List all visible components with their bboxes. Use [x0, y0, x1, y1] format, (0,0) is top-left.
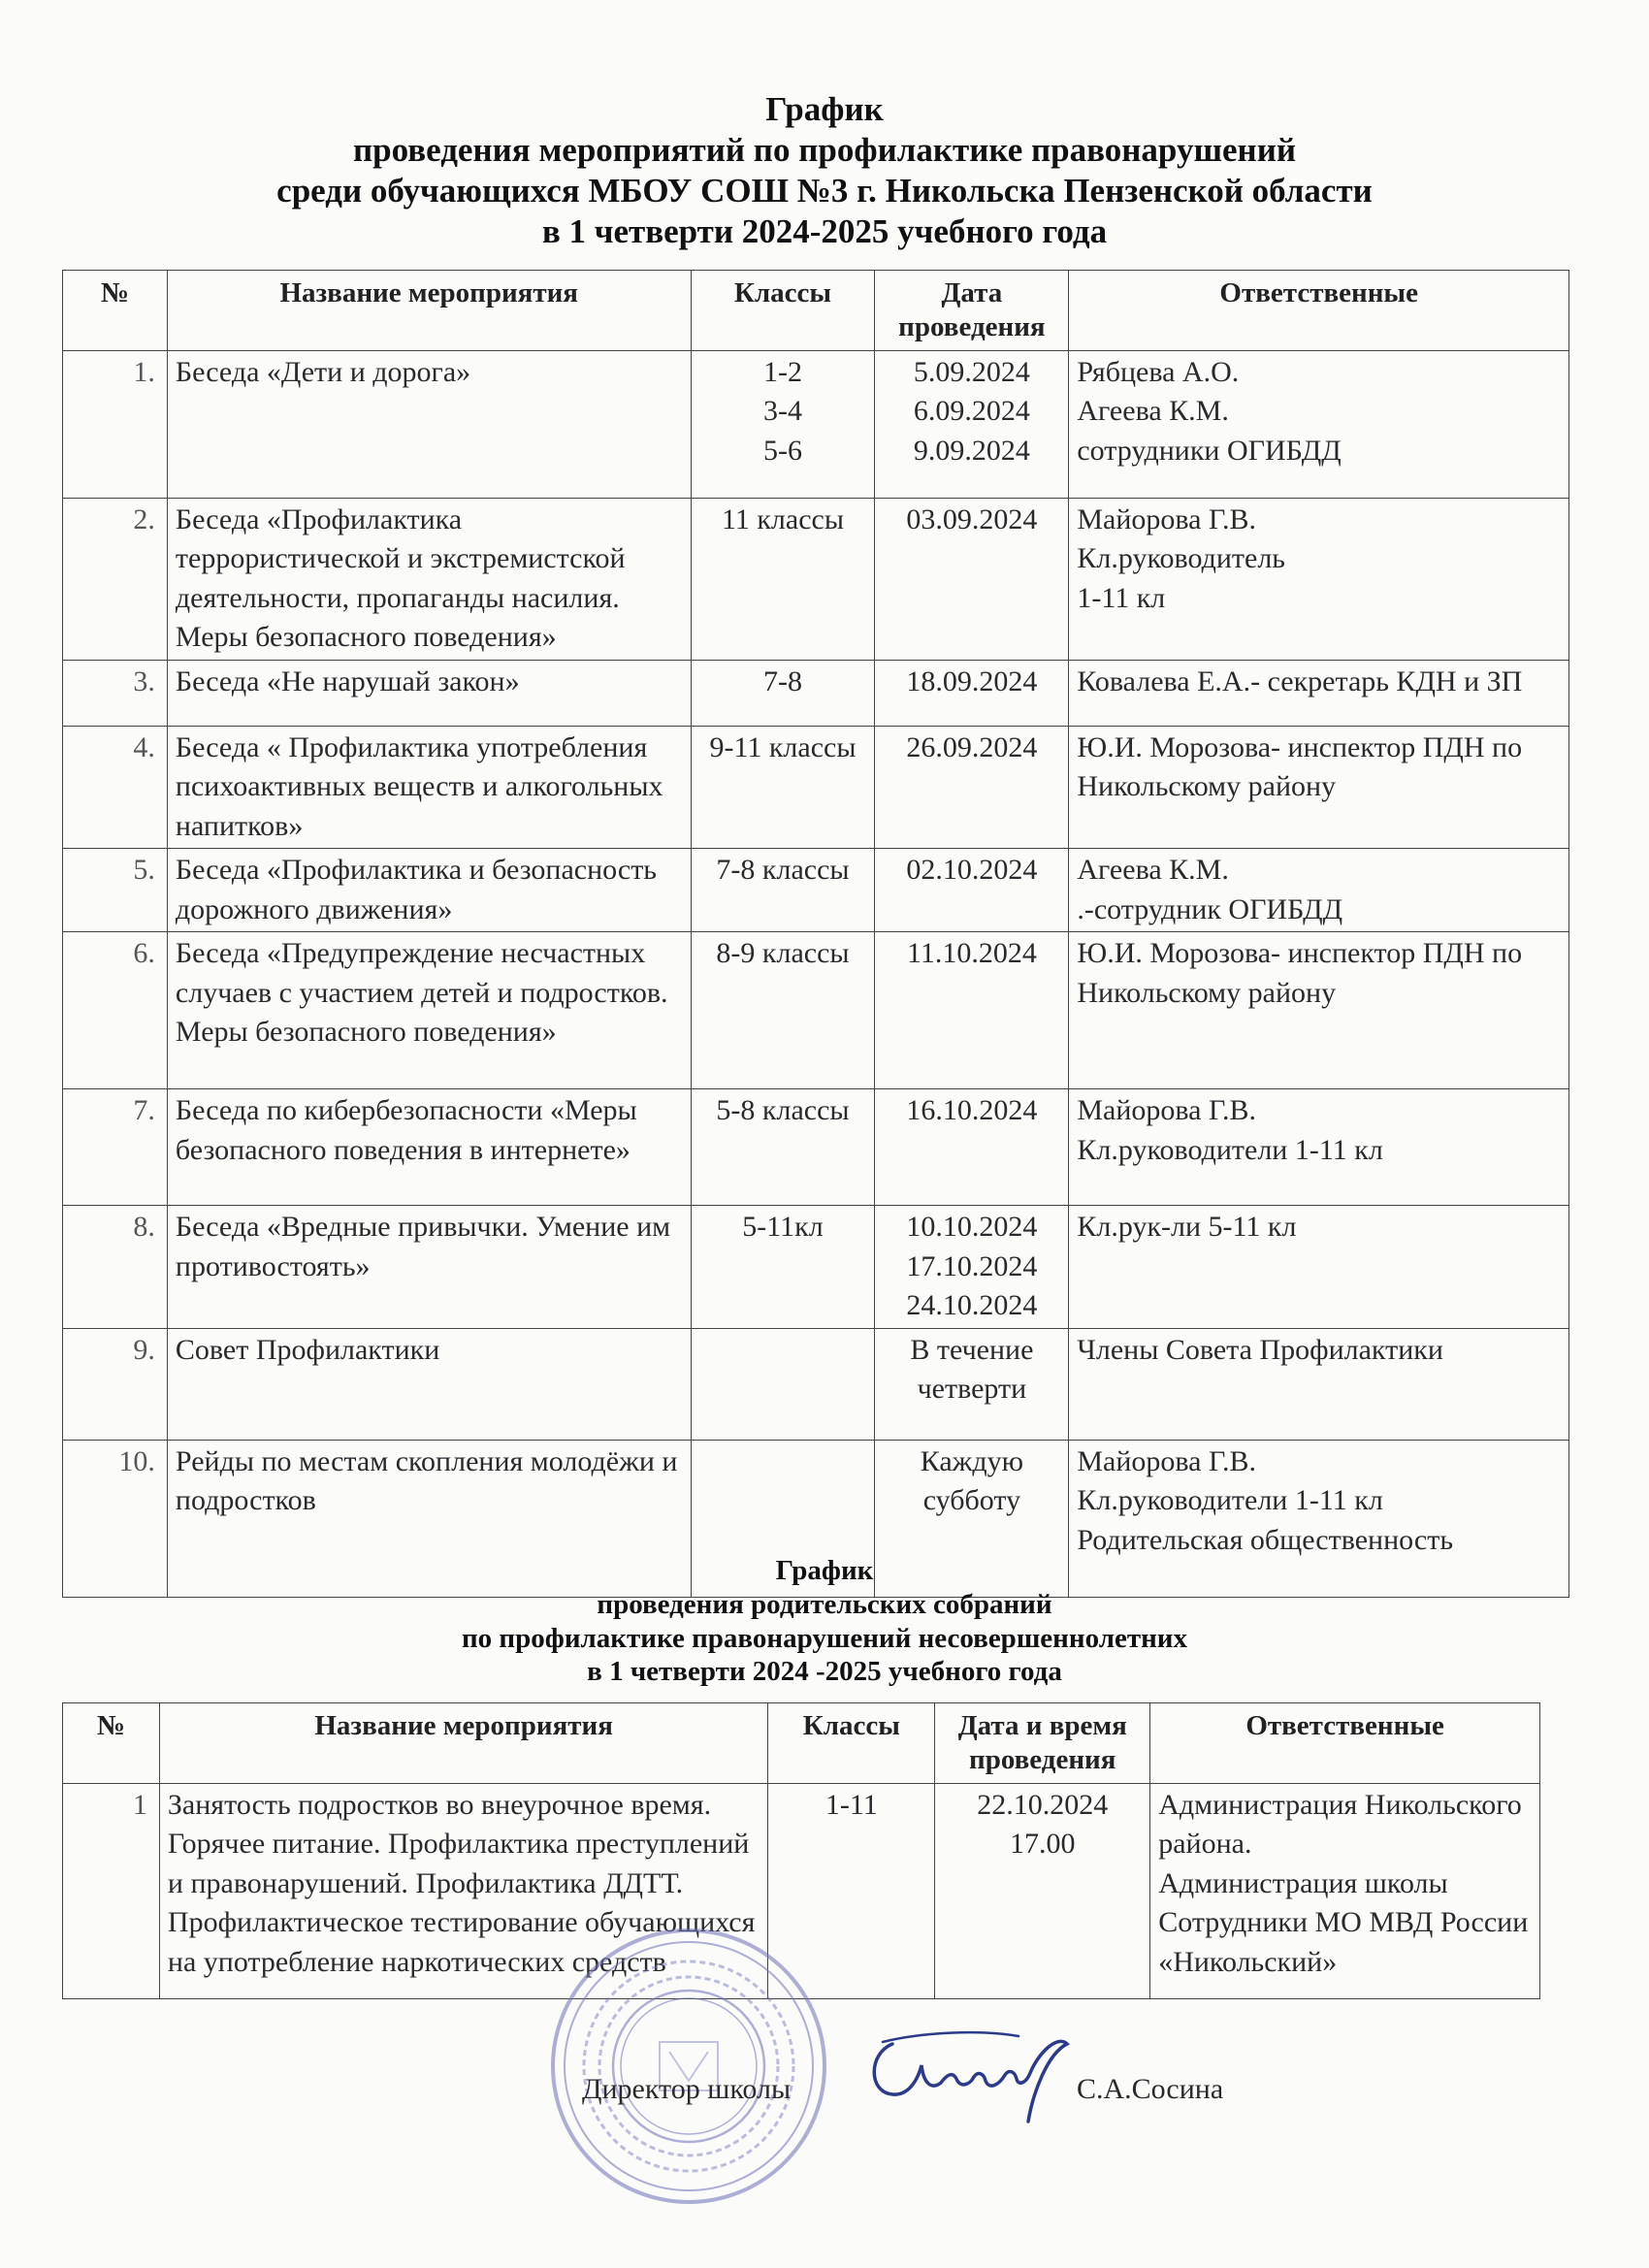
event-responsible: Администрация Никольского района. Администрация школы Сотрудники МО МВД России «Никольский»	[1150, 1783, 1540, 1998]
table-row	[63, 660, 1569, 726]
event-classes: 8-9 классы	[691, 932, 875, 1089]
title-line-3: среди обучающихся МБОУ СОШ №3 г. Никольска Пензенской области	[276, 172, 1373, 210]
signature-block	[582, 2073, 1552, 2131]
event-responsible: Майорова Г.В. Кл.руководители 1-11 кл	[1069, 1089, 1569, 1206]
event-name: Беседа «Дети и дорога»	[167, 350, 691, 498]
table-row	[63, 1328, 1569, 1440]
event-classes: 5-11кл	[691, 1206, 875, 1329]
director-label: Директор школы	[582, 2073, 792, 2105]
header-responsible: Ответственные	[1150, 1703, 1540, 1784]
title-line-2: проведения мероприятий по профилактике правонарушений	[352, 131, 1297, 169]
meetings-title	[58, 1554, 1591, 1689]
table-row	[63, 932, 1569, 1089]
row-number: 3.	[63, 660, 168, 726]
event-classes: 5-8 классы	[691, 1089, 875, 1206]
table-row	[63, 726, 1569, 849]
row-number: 9.	[63, 1328, 168, 1440]
header-num: №	[63, 271, 168, 351]
event-responsible: Майорова Г.В. Кл.руководитель 1-11 кл	[1069, 498, 1569, 660]
event-classes: 1-11	[768, 1783, 935, 1998]
row-number: 1.	[63, 350, 168, 498]
event-date: 22.10.2024 17.00	[935, 1783, 1150, 1998]
event-name: Беседа «Профилактика и безопасность дорожного движения»	[167, 849, 691, 932]
event-responsible: Ю.И. Морозова- инспектор ПДН по Никольскому району	[1069, 726, 1569, 849]
event-name: Беседа «Не нарушай закон»	[167, 660, 691, 726]
event-date: 02.10.2024	[875, 849, 1069, 932]
event-classes: 1-2 3-4 5-6	[691, 350, 875, 498]
table-header-row	[63, 271, 1569, 351]
event-responsible: Агеева К.М. .-сотрудник ОГИБДД	[1069, 849, 1569, 932]
row-number: 7.	[63, 1089, 168, 1206]
row-number: 1	[63, 1783, 160, 1998]
event-name: Занятость подростков во внеурочное время. Горячее питание. Профилактика преступлений и правонарушений. Профилактика ДДТТ. Профилактическое тестирование обучающихся на употребление наркотических средств	[159, 1783, 767, 1998]
row-number: 6.	[63, 932, 168, 1089]
director-name: С.А.Сосина	[1077, 2073, 1224, 2105]
event-responsible: Ю.И. Морозова- инспектор ПДН по Никольскому району	[1069, 932, 1569, 1089]
title2-line-4: в 1 четверти 2024 -2025 учебного года	[587, 1656, 1062, 1688]
event-responsible: Майорова Г.В. Кл.руководители 1-11 кл Родительская общественность	[1069, 1440, 1569, 1597]
header-classes: Классы	[691, 271, 875, 351]
prevention-events-table	[62, 270, 1569, 1598]
table-row	[63, 1089, 1569, 1206]
title2-line-3: по профилактике правонарушений несовершеннолетних	[461, 1622, 1188, 1654]
event-name: Беседа «Предупреждение несчастных случаев с участием детей и подростков. Меры безопасного поведения»	[167, 932, 691, 1089]
event-classes	[691, 1328, 875, 1440]
header-date: Дата проведения	[875, 271, 1069, 351]
event-responsible: Ковалева Е.А.- секретарь КДН и ЗП	[1069, 660, 1569, 726]
event-date: 16.10.2024	[875, 1089, 1069, 1206]
schedule-title	[58, 89, 1591, 252]
event-date: 10.10.2024 17.10.2024 24.10.2024	[875, 1206, 1069, 1329]
title2-line-1: График	[775, 1555, 874, 1586]
title-line-1: График	[765, 90, 884, 128]
event-classes: 7-8	[691, 660, 875, 726]
handwritten-signature	[863, 2015, 1086, 2131]
row-number: 10.	[63, 1440, 168, 1597]
event-name: Беседа «Профилактика террористической и экстремистской деятельности, пропаганды насилия. Меры безопасного поведения»	[167, 498, 691, 660]
header-date: Дата и время проведения	[935, 1703, 1150, 1784]
header-name: Название мероприятия	[167, 271, 691, 351]
row-number: 8.	[63, 1206, 168, 1329]
event-date: 03.09.2024	[875, 498, 1069, 660]
title-line-4: в 1 четверти 2024-2025 учебного года	[541, 212, 1108, 250]
event-responsible: Члены Совета Профилактики	[1069, 1328, 1569, 1440]
event-date: 5.09.2024 6.09.2024 9.09.2024	[875, 350, 1069, 498]
table-row	[63, 1206, 1569, 1329]
row-number: 4.	[63, 726, 168, 849]
header-name: Название мероприятия	[159, 1703, 767, 1784]
event-responsible: Кл.рук-ли 5-11 кл	[1069, 1206, 1569, 1329]
event-name: Рейды по местам скопления молодёжи и подростков	[167, 1440, 691, 1597]
event-classes: 9-11 классы	[691, 726, 875, 849]
event-date: 18.09.2024	[875, 660, 1069, 726]
table-row	[63, 849, 1569, 932]
title2-line-2: проведения родительских собраний	[597, 1588, 1052, 1620]
event-date: В течение четверти	[875, 1328, 1069, 1440]
event-name: Беседа « Профилактика употребления психоактивных веществ и алкогольных напитков»	[167, 726, 691, 849]
event-name: Беседа по кибербезопасности «Меры безопасного поведения в интернете»	[167, 1089, 691, 1206]
table-row	[63, 498, 1569, 660]
event-responsible: Рябцева А.О. Агеева К.М. сотрудники ОГИБДД	[1069, 350, 1569, 498]
event-name: Беседа «Вредные привычки. Умение им противостоять»	[167, 1206, 691, 1329]
event-classes: 7-8 классы	[691, 849, 875, 932]
table-header-row	[63, 1703, 1540, 1784]
header-responsible: Ответственные	[1069, 271, 1569, 351]
school-stamp-seal	[543, 1921, 834, 2212]
event-classes: 11 классы	[691, 498, 875, 660]
event-name: Совет Профилактики	[167, 1328, 691, 1440]
table-row	[63, 350, 1569, 498]
event-date: 26.09.2024	[875, 726, 1069, 849]
header-num: №	[63, 1703, 160, 1784]
event-date: 11.10.2024	[875, 932, 1069, 1089]
event-date: Каждую субботу	[875, 1440, 1069, 1597]
row-number: 5.	[63, 849, 168, 932]
row-number: 2.	[63, 498, 168, 660]
header-classes: Классы	[768, 1703, 935, 1784]
